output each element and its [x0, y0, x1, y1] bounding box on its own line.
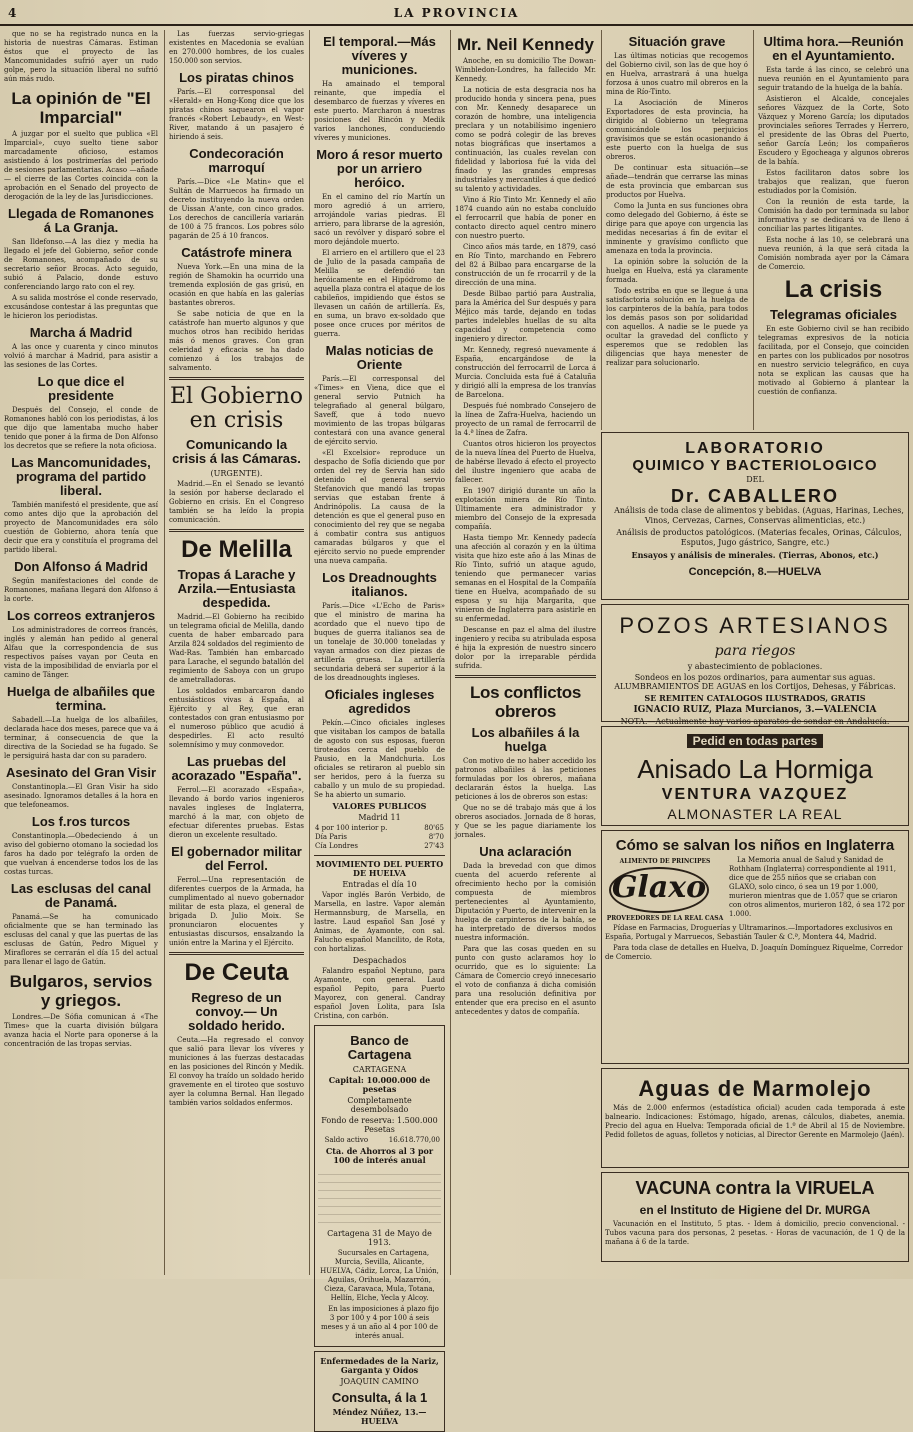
article-text: Para que las cosas queden en su punto con gusto aclaramos hoy lo ocurrido, que es lo siguiente: La Cámara de Comercio creyó innecesario el voto de confianza á dicha comisión para una resolución definitiva por entender que era preciso en el asunto antecedentes y datos de compañía. [455, 945, 596, 1016]
table-row: Cía Londres 27'43 [315, 842, 444, 850]
bank-rates: En las imposiciones á plazo fijo 3 por 100 y 4 por 100 á seis meses y á un año al 4 por 100 de interés anual. [320, 1305, 439, 1340]
article-text: En el camino del río Martín un moro agredió á un arriero, arrojándole varias piedras. El arriero, para librarse de la agresión, sacó un revólver y disparó sobre el moro dejándole muerto. [314, 193, 445, 246]
article-text: También manifestó el presidente, que así como antes dijo que la aprobación del proyecto de Mancomunidades era sólo cuestión de Gobierno, ahora tenía que decir que era y constituía el programa del partido liberal. [4, 501, 158, 554]
article-text: Ceuta.—Ha regresado el convoy que salió para llevar los víveres y municiones á las fuerzas destacadas en las posiciones del Rincón y Medik. El convoy ha traído un soldado herido gravemente en el tiroteo que sostuvo ayer la columna Bernal. Han llegado también varios soldados enfermos. [169, 1036, 304, 1107]
article-text: Según manifestaciones del conde de Romanones, mañana llegará don Alfonso á la corte. [4, 577, 158, 603]
headline: La opinión de "El Imparcial" [11, 89, 151, 127]
article-text: La opinión sobre la solución de la huelga en Huelva, está ya claramente formada. [606, 258, 748, 284]
article-text: Nueva York.—En una mina de la región de Shamokin ha ocurrido una tremenda explosión de gas grisú, en ocasión en que había en las galerías bastantes obreros. [169, 263, 304, 307]
lab-title-2: QUIMICO Y BACTERIOLOGICO [632, 457, 878, 474]
article-text: Ha amainado el temporal reinante, que impedía el desembarco de fuerzas y víveres en este puerto. Marcharon á nuestras posiciones del Rincón y Medik varios lanchones, conduciendo víveres y municiones. [314, 80, 445, 142]
headline: Tropas á Larache y Arzila.—Entusiasta despedida. [177, 567, 296, 610]
divider [455, 675, 596, 678]
marmolejo-text: Más de 2.000 enfermos (estadística oficial) acuden cada temporada á este balneario. Indicaciones: Estómago, hígado, arenas, cálculos, diabetes, anemia. Precio del agua en Huelva: Temporada oficial de 1.º de Abril al 15 de Noviembre. Pedid folletos de aguas, folletos y noticias, al Director Gerente en Marmolejo (Jaén). [605, 1104, 905, 1139]
article-text: París.—Dice «Le Matin» que el Sultán de Marruecos ha firmado un decreto instituyendo la nueva orden de Uissan A'ante, con cinco grados. Los derechos de cancillería variarán de 100 á 75 francos. Los pobres sólo pagarán de 25 á 10 francos. [169, 178, 304, 240]
bank-balance-lines [318, 1167, 441, 1227]
port-dispatch-text: Falandro español Neptuno, para Ayamonte, con general. Laud español Pepito, para Puerto Mayorez, con general. Candray español Joven Lolita, para Isla Cristina, con carbón. [314, 967, 445, 1020]
column-4 [450, 30, 600, 1275]
article-text: Pekín.—Cinco oficiales ingleses que visitaban los campos de batalla de agosto con sus esposas, fueron tiroteados cerca del pueblo de Pausio, en la Mandchuria. Los oficiales se retiraron al pueblo sin ser heridos, pero á la fuerza su caballo y un mulo de su propiedad. Se ha abierto un sumario. [314, 719, 445, 799]
port-entries-label: Entradas el día 10 [342, 880, 417, 889]
doctor-ad [314, 1351, 445, 1432]
vacuna-text: Vacunación en el Instituto, 5 ptas. - Idem á domicilio, precio convencional. - Tubos vacuna para dos personas, 2 pesetas. - Horas de vacunación, de 1 Q de la mañana á 6 de la tarde. [605, 1220, 905, 1246]
lab-title-1: LABORATORIO [685, 440, 825, 457]
marmolejo-title: Aguas de Marmolejo [638, 1076, 872, 1101]
headline: Llegada de Romanones á La Granja. [8, 206, 154, 235]
vacuna-ad [601, 1172, 909, 1262]
bank-branches: Sucursales en Cartagena, Murcia, Sevilla, Alicante, HUELVA, Cádiz, Lorca, La Unión, Aguilas, Orihuela, Mazarrón, Cieza, Caravaca, Mula, Totana, Hellín, Elche, Yecla y Alcoy. [320, 1249, 439, 1302]
headline: Oficiales ingleses agredidos [324, 687, 435, 716]
article-text: En 1907 dirigió durante un año la explotación minera de Río Tinto. Últimamente era administrador y miembro del Consejo de la expresada compañía. [455, 487, 596, 531]
article-text: Sabadell.—La huelga de los albañiles, declarada hace dos meses, parece que va á terminar, á consecuencia de que la directiva de la Sociedad se ha fugado. Se le persiguirá hasta dar con su paradero. [4, 716, 158, 760]
glaxo-text-2: Pídase en Farmacias, Droguerías y Ultramarinos.—Importadores exclusivos en España, Portugal y Marruecos, Sebastián Tauler & C.ª, Montera 44, Madrid. [605, 924, 893, 941]
lab-service-3: Ensayos y análisis de minerales. (Tierras, Abonos, etc.) [631, 550, 879, 560]
port-entries-text: Vapor inglés Barón Verbido, de Marsella, en lastre. Vapor alemán Hermannsburg, de Marsella, en lastre. Laud español San José y Animas, de Ayamonte, con sal. Falucho español Mancilito, de Rota, con hortalizas. [314, 891, 445, 953]
lab-doctor: Dr. CABALLERO [670, 486, 839, 506]
headline: El Gobierno en crisis [170, 384, 303, 433]
newspaper-title: LA PROVINCIA [393, 6, 520, 20]
headline: Los piratas chinos [179, 70, 294, 85]
lab-title-3: DEL [746, 475, 764, 484]
anisado-place: ALMONASTER LA REAL [667, 806, 843, 822]
page-number: 4 [8, 6, 17, 20]
article-text: «El Excelsior» reproduce un despacho de Sofía diciendo que por orden del rey de Servia han sido detenido el general servio Stefanovich que mandó las tropas servias que estaban frente á Andrinópolis. La causa de la detención es que el general puso en conocimiento del rey que se negaba á combatir contra sus antiguos camaradas búlgaros y que el ejército servio no puede emprender una nueva campaña. [314, 449, 445, 565]
stock-values-title: VALORES PUBLICOS [332, 801, 427, 811]
headline: Ultima hora.—Reunión en el Ayuntamiento. [763, 34, 904, 63]
headline: Las Mancomunidades, programa del partido liberal. [11, 455, 151, 498]
article-text: Que no se dé trabajo más que á los obreros asociados. Jornada de 8 horas, y Que se les pague diariamente los jornales. [455, 804, 596, 839]
divider [169, 377, 304, 380]
article-text: Las últimas noticias que recogemos del Gobierno civil, son las de que hoy ó en Huelva, arrastrará á una huelga forzosa á unos cuatro mil obreros en la mina de Río-Tinto. [606, 52, 748, 96]
article-text: Los administradores de correos francés, inglés y alemán han pedido al general Alfau que la correspondencia de sus respectivos países vayan por Ceuta en vista de la imposibilidad de enviarla por el camino de Tánger. [4, 626, 158, 679]
urgent-tag: (URGENTE). [210, 469, 263, 478]
headline: Condecoración marroquí [189, 146, 284, 175]
table-row: Día Paris 8'70 [315, 833, 444, 841]
article-text: Todo estriba en que se llegue á una satisfactoria solución en la huelga de los carpinteros de la bahía, para todos los demás pasos son por solidaridad con aquellos. A nadie se le puede ya ocultar la gravedad del conflicto y esperemos que se redoblen las diligencias que haya menester de realizar para solucionarlo. [606, 287, 748, 367]
headline: Los f.ros turcos [31, 814, 131, 829]
lab-address: Concepción, 8.—HUELVA [688, 566, 822, 578]
headline: Situación grave [628, 34, 726, 49]
headline: Mr. Neil Kennedy [457, 35, 594, 54]
doctor-name: JOAQUIN CAMINO [340, 1377, 419, 1386]
stock-values-city: Madrid 11 [358, 813, 401, 822]
pozos-title: POZOS ARTESIANOS [619, 613, 891, 638]
anisado-tag: Pedid en todas partes [687, 734, 824, 748]
vacuna-title: VACUNA contra la VIRUELA [635, 1178, 875, 1198]
article-text: A las once y cuarenta y cinco minutos volvió á marchar á Madrid, para asistir a las sesiones de las Cortes. [4, 343, 158, 369]
article-text: Asistieron el Alcalde, concejales señores Vázquez de la Corte, Soto Vázquez y Moreno García; los diputados provinciales señores Terrades y Herrero, el presidente de las Obras del Puerto, señor García León; los compañeros Escudero y Egocheaga y algunos obreros de la bahía. [758, 95, 909, 166]
pozos-text-3: SE REMITEN CATALOGOS ILUSTRADOS, GRATIS [644, 693, 866, 703]
article-text: Los soldados embarcaron dando entusiásticos vivas á España, al Ejército y al Rey, que eran contestados con gran entusiasmo por el numeroso público que acudió á despedirles. El acto resultó solemnísimo y muy conmovedor. [169, 687, 304, 749]
headline: Los correos extranjeros [6, 608, 156, 623]
pozos-text-1: y abastecimiento de poblaciones. [687, 662, 823, 671]
port-movement-title: MOVIMIENTO DEL PUERTO DE HUELVA [315, 859, 444, 878]
pozos-text-4: IGNACIO RUIZ, Plaza Murcianos, 3.—VALENCIA [633, 705, 877, 715]
column-6 [753, 30, 909, 430]
article-text: Vino á Río Tinto Mr. Kennedy el año 1874 cuando aún no estaba concluído el ferrocarril que había de poner en contacto directo aquel centro minero con nuestro puerto. [455, 196, 596, 240]
article-text: Como la Junta en sus funciones obra como delegado del Gobierno, á éste se dirige para que apoye con urgencia las medidas necesarias á fin de evitar el inminente y gravísimo conflicto que amenaza en toda la provincia. [606, 202, 748, 255]
glaxo-headline: Cómo se salvan los niños en Inglaterra [615, 837, 895, 854]
masthead [0, 0, 913, 26]
headline: El gobernador militar del Ferrol. [171, 844, 302, 873]
doctor-address: Méndez Núñez, 13.—HUELVA [332, 1407, 427, 1426]
article-text: Londres.—De Sófia comunican á «The Times» que la cuarta división búlgara avanza hacia el Norte para oponerse á la concentración de las tropas servias. [4, 1013, 158, 1048]
article-text: Constantinopla.—Obedeciendo á un aviso del gobierno otomano la sociedad los faros ha dado por telégrafo la orden de que vuelvan á encenderse todos los de las costas turcas. [4, 832, 158, 876]
article-text: La noticia de esta desgracia nos ha producido honda y sincera pena, pues con Mr. Kennedy desaparece un corazón de hombre, una inteligencia preclara y un notabilísimo ingeniero como se podrá colegir de las breves notas biográficas que insertamos a continuación, las cuales revelan con fidelidad y laboriosa fué la vida del finado y las grandes empresas industriales y mercantiles á que dedicó su talento y actividades. [455, 86, 596, 193]
marmolejo-ad [601, 1068, 909, 1168]
article-text: San Ildefonso.—A las diez y media ha llegado el jefe del Gobierno, señor conde de Romanones, acompañado de su secretario señor Brocas. Acto seguido, subió á Palacio, donde estuvo conferenciando largo rato con el rey. [4, 238, 158, 291]
pozos-text-5: NOTA.—Actualmente hay varios aparatos de sondar en Andalucía. [620, 717, 890, 726]
column-1 [4, 30, 162, 1275]
article-text: A su salida mostróse el conde reservado, excusándose contestar á las preguntas que le hicieron los periodistas. [4, 294, 158, 320]
vacuna-institute: en el Instituto de Higiene del Dr. MURGA [639, 1203, 871, 1217]
headline: Huelga de albañiles que termina. [6, 684, 156, 713]
lab-service-1: Análisis de toda clase de alimentos y bebidas. (Aguas, Harinas, Leches, Vinos, Cervezas, Carnes, Conservas alimenticias, etc.) [614, 506, 904, 525]
headline: La crisis [784, 276, 883, 303]
pozos-text-2: Sondeos en los pozos ordinarios, para aumentar sus aguas. ALUMBRAMIENTOS DE AGUAS en los Cortijos, Dehesas, y Fábricas. [614, 673, 896, 691]
bank-date: Cartagena 31 de Mayo de 1913. [327, 1229, 432, 1247]
doctor-consulta: Consulta, á la 1 [331, 1390, 428, 1405]
article-text: Esta noche á las 10, se celebrará una nueva reunión, á la que será citada la Comisión nombrada ayer por la Cámara de Comercio. [758, 236, 909, 271]
article-text: Cuantos otros hicieron los proyectos de la nueva línea del Puerto de Huelva, de habérse llevado á efecto el proyecto del ilustre ingeniero que acaba de fallecer. [455, 440, 596, 484]
article-text: Después fué nombrado Consejero de la línea de Zafra-Huelva, haciendo un proyecto de un ramal de ferrocarril de la 4.ª línea de Zafra. [455, 402, 596, 437]
article-text: Constantinopla.—El Gran Visir ha sido asesinado. Ignoramos detalles á la hora en que telefoneamos. [4, 783, 158, 809]
headline: Regreso de un convoy.— Un soldado herido. [188, 990, 285, 1033]
article-text: El arriero en el artillero que el 23 de Julio de la pasada campaña de Melilla se defendió tan heróicamente en el Hipódromo de aquella plaza contra el ataque de los cabileños, impidiendo que éstos se llevasen un cañón de artillería. Es, en suma, un bravo ex-soldado que posee once cruces por méritos de guerra. [314, 249, 445, 338]
headline: Comunicando la crisis á las Cámaras. [172, 437, 301, 466]
article-text: Madrid.—En el Senado se levantó la sesión por haberse declarado el Gobierno en crisis. En el Congreso también se ha leído la propia comunicación. [169, 480, 304, 524]
article-text: Ferrol.—Una representación de diferentes cuerpos de la Armada, ha cumplimentado al nuevo gobernador militar de esta plaza, el general de brigada D. Julio Moix. Se pronunciaron elocuentes y entusiastas discursos, ensalzando la unión entre la Marina y el Ejército. [169, 876, 304, 947]
headline: Asesinato del Gran Visir [5, 765, 157, 780]
article-text: Desde Bilbao partió para Australia, para la América del Sur después y para Méjico más tarde, dejando en todas partes indelebles huellas de su alta capacidad y competencia como ingeniero y director. [455, 290, 596, 343]
article-text: De continuar esta situación—se añade—tendrán que cerrarse las minas de esta provincia que embarcan sus productos por Huelva. [606, 164, 748, 199]
article-text: La Asociación de Mineros Exportadores de esta provincia, ha dirigido al Gobierno un telegrama comunicándole los perjuicios gravísimos que se están ocasionando á este puerto con la huelga de sus obreros. [606, 99, 748, 161]
article-text: Hasta tiempo Mr. Kennedy padecía una afección al corazón y en la última visita que hizo este año á las Minas de Río Tinto, sufrió un ataque agudo, teniendo que permanecer varias semanas en el Hospital de la Compañía tiene en Huelva, acompañado de su esposa y su hija Margarita, que vinieron de Inglaterra para asistirle en su enfermedad. [455, 534, 596, 623]
article-text: Se sabe noticia de que en la catástrofe han muerto algunos y que muchos otros han recibido heridas más ó menos graves. Con gran celeridad y eficacia se ha dado comienzo á los trabajos de salvamento. [169, 310, 304, 372]
bank-paid: Completamente desembolsado [347, 1096, 412, 1114]
article-text: Con la reunión de esta tarde, la Comisión ha dado por terminada su labor informativa y se dedicará va de lleno á conciliar las partes litigantes. [758, 198, 909, 233]
article-text: París.—El corresponsal del «Herald» en Hong-Kong dice que los piratas chinos saquearon el vapor francés «Robert Lebaudy», en West-River, matando á un pasajero é hiriendo á seis. [169, 88, 304, 141]
bank-savings: Cta. de Ahorros al 3 por 100 de interés anual [325, 1146, 434, 1165]
headline: Los Dreadnoughts italianos. [322, 570, 437, 599]
anisado-brand: Anisado La Hormiga [637, 754, 873, 784]
headline: Don Alfonso á Madrid [14, 559, 148, 574]
lab-service-2: Análisis de productos patológicos. (Materias fecales, Orinas, Cálculos, Esputos, Jugo gástrico, Sangre, etc.) [616, 528, 902, 547]
divider [314, 855, 445, 856]
anisado-ad [601, 726, 909, 826]
headline: Lo que dice el presidente [37, 374, 125, 403]
glaxo-logo: Glaxo [609, 867, 709, 913]
headline: Una aclaración [479, 844, 572, 859]
headline: Marcha á Madrid [29, 325, 133, 340]
banco-cartagena-ad [314, 1025, 445, 1347]
glaxo-provider: PROVEEDORES DE LA REAL CASA [606, 915, 724, 922]
headline: Bulgaros, servios y griegos. [9, 972, 153, 1010]
article-text: que no se ha registrado nunca en la historia de nuestras Cámaras. Estiman éstos que el proyecto de las Mancomunidades sufrió ayer un rudo golpe, pero la situación liberal no sufrió aún más rudo. [4, 30, 158, 83]
headline: El temporal.—Más víveres y municiones. [323, 34, 436, 77]
column-5 [601, 30, 752, 430]
article-text: Las fuerzas servio-griegas existentes en Macedonia se evalúan en 270.000 hombres, de los cuales 150.000 son servios. [169, 30, 304, 65]
bank-city: CARTAGENA [352, 1065, 407, 1074]
column-3 [309, 30, 449, 1426]
bank-name: Banco de Cartagena [347, 1033, 412, 1062]
article-text: Panamá.—Se ha comunicado oficialmente que se han terminado las esclusas del canal y que las puertas de las esclusas de Gatún, Pedro Miguel y Miraflores se cerrarán el día 15 del actual para llenar el lago de Gatún. [4, 913, 158, 966]
headline: Las esclusas del canal de Panamá. [10, 881, 152, 910]
headline: De Ceuta [184, 959, 289, 986]
glaxo-tag: ALIMENTO DE PRINCIPES [619, 858, 711, 865]
doctor-specialty: Enfermedades de la Nariz, Garganta y Oídos [320, 1356, 439, 1375]
divider [169, 952, 304, 955]
headline: Catástrofe minera [181, 245, 292, 260]
article-text: Descanse en paz el alma del ilustre ingeniero y reciba su atribulada esposa é hija la expresión de nuestro sincero dolor por la irreparable pérdida sufrida. [455, 626, 596, 670]
headline: Las pruebas del acorazado "España". [171, 754, 302, 783]
stock-values-table [314, 824, 445, 851]
anisado-maker: VENTURA VAZQUEZ [661, 786, 849, 803]
bank-capital: Capital: 10.000.000 de pesetas [328, 1075, 431, 1094]
pozos-subtitle: para riegos [714, 643, 796, 659]
column-2 [164, 30, 308, 1275]
table-row: 4 por 100 interior p. 80'65 [315, 824, 444, 832]
article-text: Mr. Kennedy, regresó nuevamente á España, encargándose de la construcción del ferrocarril de Lorca á Murcia. Concluida esta fué á Cataluña y dirigió allí la empresa de los tranvías de Barcelona. [455, 346, 596, 399]
headline: Moro á resor muerto por un arriero heróico. [316, 147, 443, 190]
article-text: En este Gobierno civil se han recibido telegramas expresivos de la noticia facilitada, por el Consejo, que coinciden en partes con los publicados por nosotros en nuestro servicio telegráfico, en cuya nota se explican las causas que ha motivado al Gobierno á plantear la cuestión de confianza. [758, 325, 909, 396]
pozos-ad [601, 604, 909, 726]
glaxo-text-3: Para toda clase de detalles en Huelva, D. Joaquín Domínguez Riquelme, Corredor de Comercio. [605, 944, 903, 961]
divider [169, 529, 304, 532]
article-text: Anoche, en su domicilio The Dowan-Wimbledon-Londres, ha fallecido Mr. Kennedy. [455, 57, 596, 83]
article-text: París.—El corresponsal del «Times» en Viena, dice que el general servio Putnich ha telegrafiado al general búlgaro, Saveff, que á todo nuevo movimiento de las tropas búlgaras contestará con una avance general de ejército servio. [314, 375, 445, 446]
article-text: París.—Dice «L'Echo de Paris» que el ministro de marina ha acordado que el nuevo tipo de buques de guerra italianos sea de un tonelaje de 30.000 toneladas y vayan armados con diez piezas de artillería gruesa. La artillería secundaria deberá ser superior á la de los dreadnoughts ingleses. [314, 602, 445, 682]
article-text: Con motivo de no haber accedido los patronos albañiles á las peticiones formuladas por los obreros, mañana declararán éstos la huelga. Las peticiones á los de obreros son estas: [455, 757, 596, 801]
table-row: Saldo activo 16.618.770,00 [324, 1136, 440, 1144]
article-text: Esta tarde á las cinco, se celebró una nueva reunión en el Ayuntamiento para seguir tratando de la huelga de la bahía. [758, 66, 909, 92]
headline: De Melilla [181, 536, 292, 563]
article-text: A juzgar por el suelto que publica «El Imparcial», cuyo suelto tiene sabor marcadamente oficioso, estamos asistiendo á los postrimerías del periodo de sesiones parlamentarias. Acaso —añade— el cierre de las Cortes coincida con la aprobación en el Senado del proyecto de derogación de la ley de las Jurisdicciones. [4, 130, 158, 201]
headline: Malas noticias de Oriente [325, 343, 434, 372]
headline: Los albañiles á la huelga [471, 725, 580, 754]
bank-reserve: Fondo de reserva: 1.500.000 Pesetas [321, 1116, 438, 1134]
laboratorio-ad [601, 432, 909, 600]
article-text: Dada la brevedad con que dimos cuenta del acuerdo referente al ofrecimiento hecho por la comisión compuesta de miembros pertenecientes al Ayuntamiento, Diputación y Puerto, de intervenir en la huelga de carpinteros de la bahía, se ha interpretado de diversos modos nuestra información. [455, 862, 596, 942]
article-text: Madrid.—El Gobierno ha recibido un telegrama oficial de Melilla, dando cuenta de haber embarcado para Arzila 824 soldados del regimiento de Wad-Ras. También han embarcado para Larache, el segundo batallón del regimiento de Saboya con un grupo de ametralladoras. [169, 613, 304, 684]
article-text: Cinco años más tarde, en 1879, casó en Río Tinto, marchando en Febrero del 82 á Bilbao para encargarse de la construcción de un fe rrocarril y de la dirección de una mina. [455, 243, 596, 287]
article-text: Después del Consejo, el conde de Romanones habló con los periodistas, á los que dijo que lamentaba mucho haber tenido que poner á la firma de Don Alfonso los decretos que se refiere la nota oficiosa. [4, 406, 158, 450]
headline: Los conflictos obreros [469, 683, 582, 721]
port-dispatch-label: Despachados [352, 956, 407, 965]
glaxo-ad [601, 830, 909, 1064]
bank-balance [318, 1136, 441, 1145]
article-text: Estos facilitaron datos sobre los trabajos que realizan, que fueron estudiados por la Comisión. [758, 169, 909, 195]
headline: Telegramas oficiales [770, 307, 897, 322]
article-text: Ferrol.—El acorazado «España», llevando á bordo varios ingenieros navales ingleses de Inglaterra, marchó á la mar, con objeto de efectuar diferentes pruebas. Estas dieron un excelente resultado. [169, 786, 304, 839]
glaxo-text-1: La Memoria anual de Salud y Sanidad de Rothham (Inglaterra) correspondiente al 1911, dice que de 255 niños que se criaban con GLAXO, solo cinco, ó sea un 19 por 1.000, murieron mientras que de 1.057 que se criaron con otros alimentos, murieron 182, ó sea 172 por 1.000. [729, 856, 905, 918]
